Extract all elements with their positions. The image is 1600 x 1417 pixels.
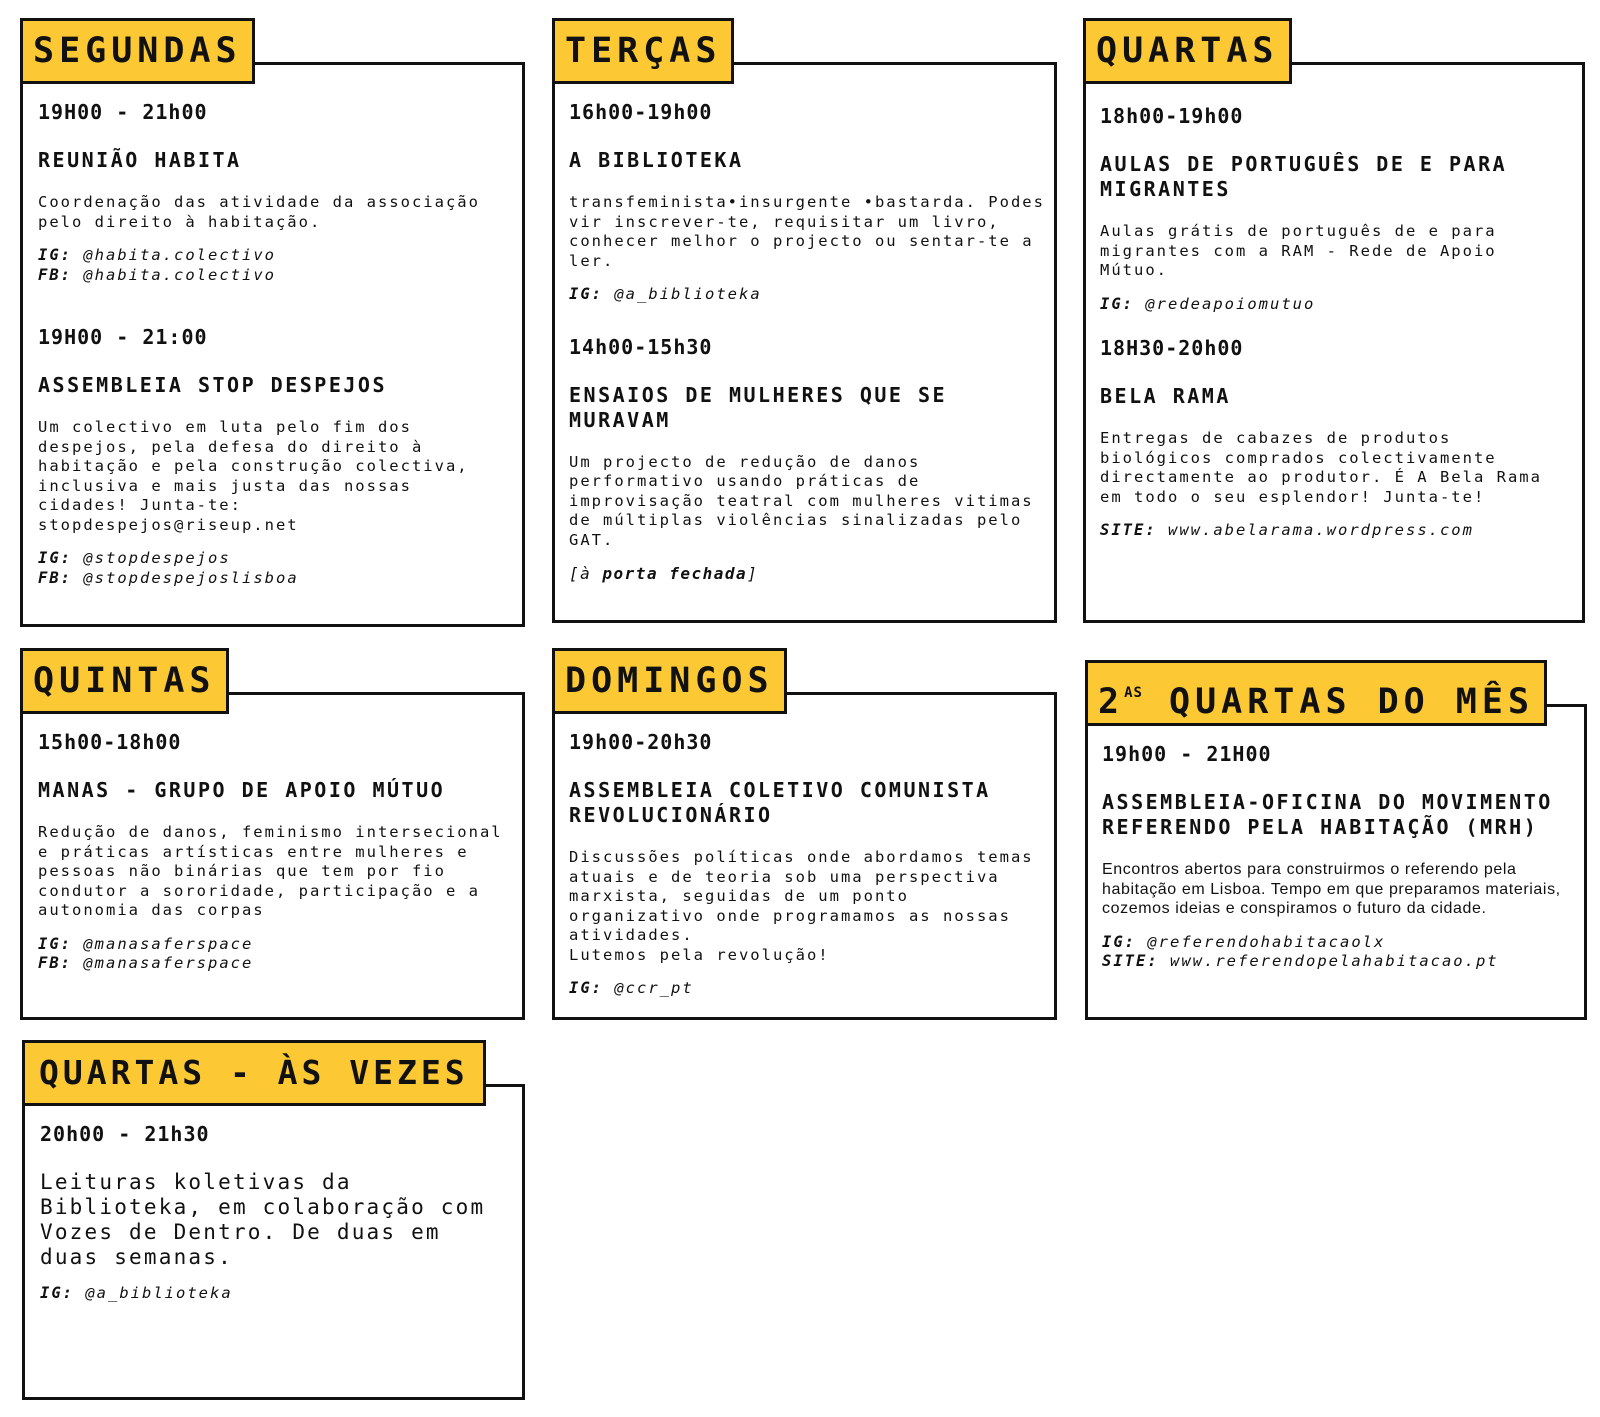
card-domingos xyxy=(552,648,1057,1020)
social-handles xyxy=(1100,295,1573,315)
day-heading: QUARTAS - ÀS VEZES xyxy=(22,1040,486,1106)
event-description: transfeminista•insurgente •bastarda. Podes vir inscrever-te, requisitar um livro, conhecer melhor o projecto ou sentar-te a ler. xyxy=(569,193,1045,270)
card-segundas xyxy=(20,18,525,627)
social-handles xyxy=(569,285,1045,305)
ig-label: IG: xyxy=(1102,932,1136,951)
ig-handle[interactable]: @ccr_pt xyxy=(614,979,694,997)
event-title: ASSEMBLEIA STOP DESPEJOS xyxy=(38,373,387,397)
day-heading: QUARTAS xyxy=(1083,18,1292,84)
ig-label: IG: xyxy=(1100,294,1134,313)
social-handles xyxy=(38,935,513,974)
site-url[interactable]: www.referendopelahabitacao.pt xyxy=(1170,952,1499,970)
day-superscript: AS xyxy=(1124,685,1143,701)
event xyxy=(38,98,513,285)
ig-label: IG: xyxy=(40,1284,74,1302)
social-handles xyxy=(569,979,1045,999)
site-label: SITE: xyxy=(1100,521,1157,539)
event xyxy=(1100,102,1573,314)
event-time: 14h00-15h30 xyxy=(569,334,713,359)
event-title: MANAS - GRUPO DE APOIO MÚTUO xyxy=(38,778,446,802)
site-link xyxy=(1100,521,1573,541)
event-time: 19H00 - 21h00 xyxy=(38,100,208,124)
event-time: 19h00-20h30 xyxy=(569,730,713,754)
ig-label: IG: xyxy=(38,934,72,953)
event-time: 18h00-19h00 xyxy=(1100,104,1244,128)
ig-handle[interactable]: @referendohabitacaolx xyxy=(1147,932,1386,951)
event-time: 19h00 - 21H00 xyxy=(1102,742,1272,766)
fb-label: FB: xyxy=(38,568,72,587)
event-title: ASSEMBLEIA-OFICINA DO MOVIMENTO REFERENDO PELA HABITAÇÃO (MRH) xyxy=(1102,790,1553,839)
event-title: AULAS DE PORTUGUÊS DE E PARA MIGRANTES xyxy=(1100,152,1508,201)
event-title: ASSEMBLEIA COLETIVO COMUNISTA REVOLUCIONÁRIO xyxy=(569,778,991,827)
ig-handle[interactable]: @habita.colectivo xyxy=(83,246,276,264)
event xyxy=(1100,334,1573,541)
event-title: A BIBLIOTEKA xyxy=(569,148,744,172)
event xyxy=(1102,740,1575,972)
social-handles xyxy=(38,549,513,588)
ig-handle[interactable]: @redeapoiomutuo xyxy=(1145,294,1316,313)
card-quintas xyxy=(20,648,525,1020)
closed-door-note xyxy=(569,564,1045,583)
event xyxy=(40,1120,513,1304)
fb-handle[interactable]: @manasaferspace xyxy=(83,954,254,972)
event-title: BELA RAMA xyxy=(1100,384,1231,408)
event-description: Aulas grátis de português de e para migrantes com a RAM - Rede de Apoio Mútuo. xyxy=(1100,222,1497,279)
ig-handle[interactable]: @stopdespejos xyxy=(83,549,231,567)
event xyxy=(569,98,1045,305)
event-description: Leituras koletivas da Biblioteka, em colaboração com Vozes de Dentro. De duas em duas semanas. xyxy=(40,1170,486,1269)
event-title: REUNIÃO HABITA xyxy=(38,148,242,172)
day-number: 2 xyxy=(1098,682,1125,722)
ig-label: IG: xyxy=(38,246,72,264)
social-handles xyxy=(40,1284,513,1304)
fb-label: FB: xyxy=(38,265,72,284)
fb-handle[interactable]: @habita.colectivo xyxy=(83,265,276,284)
note-close: ] xyxy=(747,564,759,583)
event-description: Redução de danos, feminismo intersecional e práticas artísticas entre mulheres e pessoas não binárias que tem por fio condutor a sororidade, participação e a autonomia das corpas xyxy=(38,823,503,919)
event-description: Entregas de cabazes de produtos biológicos comprados colectivamente directamente ao produtor. É A Bela Rama em todo o seu esplendor! Junta-te! xyxy=(1100,429,1542,506)
day-heading: SEGUNDAS xyxy=(20,18,255,84)
event-description xyxy=(569,848,1045,965)
event-description: Coordenação das atividade da associação pelo direito à habitação. xyxy=(38,193,480,231)
event-time: 18H30-20h00 xyxy=(1100,336,1244,360)
event-title: ENSAIOS DE MULHERES QUE SE MURAVAM xyxy=(569,382,948,432)
site-url[interactable]: www.abelarama.wordpress.com xyxy=(1168,521,1474,539)
note-bold: porta fechada xyxy=(602,564,748,583)
event-time: 19H00 - 21:00 xyxy=(38,325,208,349)
fb-label: FB: xyxy=(38,954,72,972)
ig-handle[interactable]: @a_biblioteka xyxy=(85,1284,233,1302)
note-open: [à xyxy=(569,564,603,583)
ig-handle[interactable]: @a_biblioteka xyxy=(614,285,762,303)
day-heading: DOMINGOS xyxy=(552,648,787,714)
social-handles xyxy=(1102,933,1575,972)
social-handles xyxy=(38,246,513,285)
card-tercas xyxy=(552,18,1057,623)
ig-label: IG: xyxy=(38,549,72,567)
event-time: 15h00-18h00 xyxy=(38,730,182,754)
card-segundas-quartas xyxy=(1085,660,1587,1020)
day-label: QUARTAS DO MÊS xyxy=(1169,682,1535,722)
event xyxy=(569,333,1045,584)
ig-handle[interactable]: @manasaferspace xyxy=(83,934,254,953)
ig-label: IG: xyxy=(569,979,603,997)
event-description: Encontros abertos para construirmos o referendo pela habitação em Lisboa. Tempo em que preparamos materiais, cozemos ideias e conspiramos o futuro da cidade. xyxy=(1102,861,1561,917)
event xyxy=(569,728,1045,999)
event-time: 16h00-19h00 xyxy=(569,100,713,124)
description-slogan: Lutemos pela revolução! xyxy=(569,945,830,964)
ig-label: IG: xyxy=(569,285,603,303)
card-quartas-as-vezes xyxy=(22,1040,525,1400)
site-label: SITE: xyxy=(1102,952,1159,970)
event-description: Um projecto de redução de danos performativo usando práticas de improvisação teatral com mulheres vitimas de múltiplas violências sinalizadas pelo GAT. xyxy=(569,452,1034,549)
fb-handle[interactable]: @stopdespejoslisboa xyxy=(83,568,299,587)
event-time: 20h00 - 21h30 xyxy=(40,1122,210,1146)
day-heading xyxy=(1085,660,1547,726)
event xyxy=(38,323,513,588)
description-text: Discussões políticas onde abordamos temas atuais e de teoria sob uma perspectiva marxista, seguidas de um ponto organizativo onde programamos as nossas atividades. xyxy=(569,848,1034,944)
day-heading: TERÇAS xyxy=(552,18,734,84)
day-heading: QUINTAS xyxy=(20,648,229,714)
card-quartas xyxy=(1083,18,1585,623)
event-description: Um colectivo em luta pelo fim dos despejos, pela defesa do direito à habitação e pela construção colectiva, inclusiva e mais justa das nossas cidades! Junta-te: stopdespejos@riseup.net xyxy=(38,418,469,534)
event xyxy=(38,728,513,974)
